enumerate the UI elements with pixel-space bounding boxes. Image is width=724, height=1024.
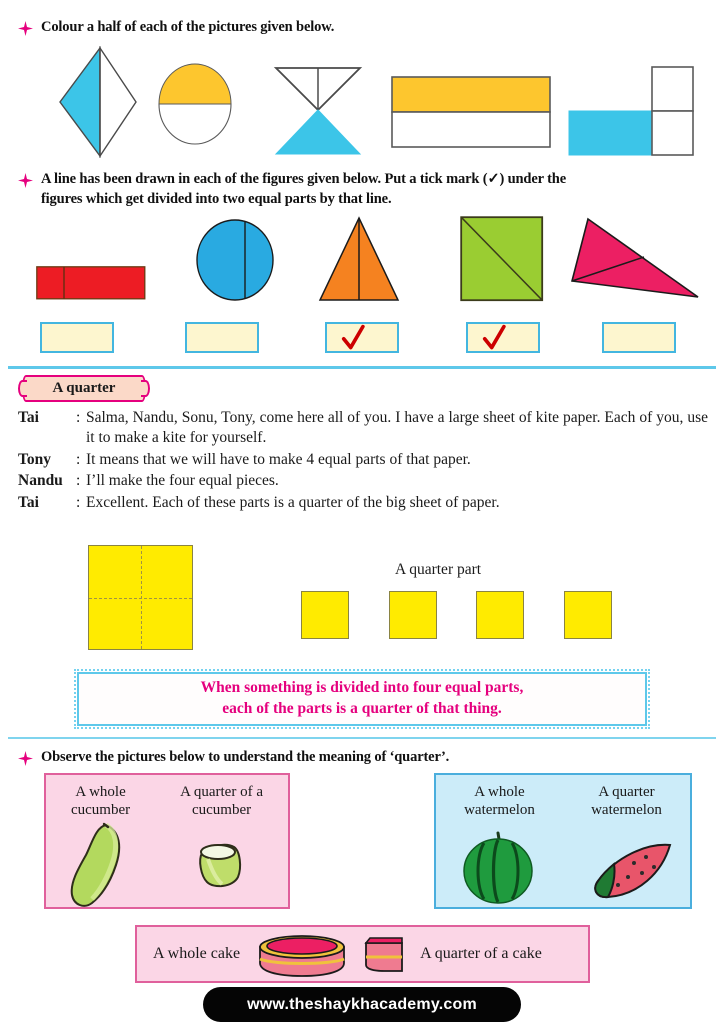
section-divider-1 xyxy=(8,366,716,369)
speaker-colon: : xyxy=(76,409,81,426)
task-2-text-line-2: figures which get divided into two equal parts by that line. xyxy=(41,190,392,207)
quarter-watermelon-label-line2: watermelon xyxy=(591,802,662,818)
tick-icon xyxy=(468,324,538,351)
quarter-watermelon-label xyxy=(591,783,662,819)
answer-box-1[interactable] xyxy=(40,322,114,353)
whole-watermelon-label-line1: A whole xyxy=(474,784,525,800)
shape-rectangle-half xyxy=(391,76,551,148)
figure-blue-circle xyxy=(195,219,275,301)
footer-url-text: www.theshaykhacademy.com xyxy=(247,995,477,1013)
dialogue-line-tony xyxy=(18,450,708,470)
star-bullet-icon xyxy=(18,173,33,188)
footer-url-pill[interactable] xyxy=(203,987,521,1022)
speaker-colon: : xyxy=(76,450,81,468)
shape-l-squares xyxy=(568,66,694,156)
figure-green-square xyxy=(460,216,544,302)
quarter-cucumber-illustration xyxy=(188,837,254,895)
quarter-cake-label: A quarter of a cake xyxy=(420,945,542,962)
quarter-watermelon-label-line1: A quarter xyxy=(598,784,655,800)
quarter-watermelon-illustration xyxy=(588,837,678,903)
dashed-horizontal-line xyxy=(89,598,192,599)
task-1-instruction xyxy=(18,18,698,38)
shape-kite-diamond xyxy=(58,46,140,158)
star-bullet-icon xyxy=(18,751,33,766)
cake-panel xyxy=(135,925,590,983)
task-3-instruction xyxy=(18,748,698,768)
quarter-cucumber-label-line2: cucumber xyxy=(191,802,252,818)
quarter-cake-illustration xyxy=(360,931,408,977)
quarter-square-2 xyxy=(389,591,437,639)
figure-orange-triangle xyxy=(318,216,400,302)
statement-line-2: each of the parts is a quarter of that thing. xyxy=(222,700,502,717)
dialogue-text: Salma, Nandu, Sonu, Tony, come here all of you. I have a large sheet of kite paper. Each of you, use it to make a kite for yourself. xyxy=(86,409,708,446)
quarter-square-1 xyxy=(301,591,349,639)
shape-hourglass-triangles xyxy=(272,64,364,156)
quarter-cucumber-label xyxy=(180,783,263,819)
whole-cucumber-label-line1: A whole xyxy=(75,784,126,800)
quarter-square-3 xyxy=(476,591,524,639)
dialogue-line-tai-1 xyxy=(18,408,708,448)
whole-watermelon-label xyxy=(464,783,535,819)
star-bullet-icon xyxy=(18,21,33,36)
dialogue-block xyxy=(18,408,708,515)
task-2-text-line-1: A line has been drawn in each of the figures given below. Put a tick mark (✓) under the xyxy=(41,171,567,187)
speaker-name: Nandu xyxy=(18,472,63,490)
section-divider-2 xyxy=(8,737,716,739)
watermelon-panel-labels xyxy=(436,783,690,819)
quarter-definition-box xyxy=(77,672,647,726)
whole-watermelon-label-line2: watermelon xyxy=(464,802,535,818)
figure-pink-triangle xyxy=(570,217,700,302)
a-quarter-tag-label: A quarter xyxy=(52,380,116,396)
whole-cake-label: A whole cake xyxy=(153,945,241,962)
quarter-cucumber-label-line1: A quarter of a xyxy=(180,784,263,800)
dialogue-text: It means that we will have to make 4 equal parts of that paper. xyxy=(86,450,471,468)
a-quarter-part-label: A quarter part xyxy=(395,561,482,578)
whole-sheet-square xyxy=(88,545,193,650)
speaker-name: Tai xyxy=(18,409,39,426)
task-2-instruction xyxy=(18,170,710,209)
a-quarter-tag xyxy=(22,375,146,402)
whole-cucumber-label-line2: cucumber xyxy=(70,802,131,818)
speaker-name: Tony xyxy=(18,450,52,468)
shape-circle-half xyxy=(155,62,235,146)
whole-watermelon-illustration xyxy=(456,831,540,905)
dialogue-text: I’ll make the four equal pieces. xyxy=(86,472,279,490)
cucumber-panel-labels xyxy=(46,783,288,819)
cucumber-panel xyxy=(44,773,290,909)
speaker-colon: : xyxy=(76,494,81,512)
whole-cake-illustration xyxy=(254,929,350,979)
tick-icon xyxy=(327,324,397,351)
answer-box-2[interactable] xyxy=(185,322,259,353)
watermelon-panel xyxy=(434,773,692,909)
task-3-text: Observe the pictures below to understand the meaning of ‘quarter’. xyxy=(41,749,450,765)
speaker-name: Tai xyxy=(18,494,39,512)
answer-box-4[interactable] xyxy=(466,322,540,353)
dialogue-line-tai-2 xyxy=(18,493,708,513)
answer-box-5[interactable] xyxy=(602,322,676,353)
whole-cucumber-illustration xyxy=(60,821,160,909)
whole-cucumber-label xyxy=(71,783,130,819)
statement-line-1: When something is divided into four equal parts, xyxy=(200,679,524,697)
task-1-text: Colour a half of each of the pictures given below. xyxy=(41,19,335,35)
quarter-square-4 xyxy=(564,591,612,639)
speaker-colon: : xyxy=(76,472,81,490)
dialogue-line-nandu xyxy=(18,471,708,491)
figure-red-rectangle xyxy=(36,266,146,300)
dialogue-text: Excellent. Each of these parts is a quarter of the big sheet of paper. xyxy=(86,494,500,512)
answer-box-3[interactable] xyxy=(325,322,399,353)
